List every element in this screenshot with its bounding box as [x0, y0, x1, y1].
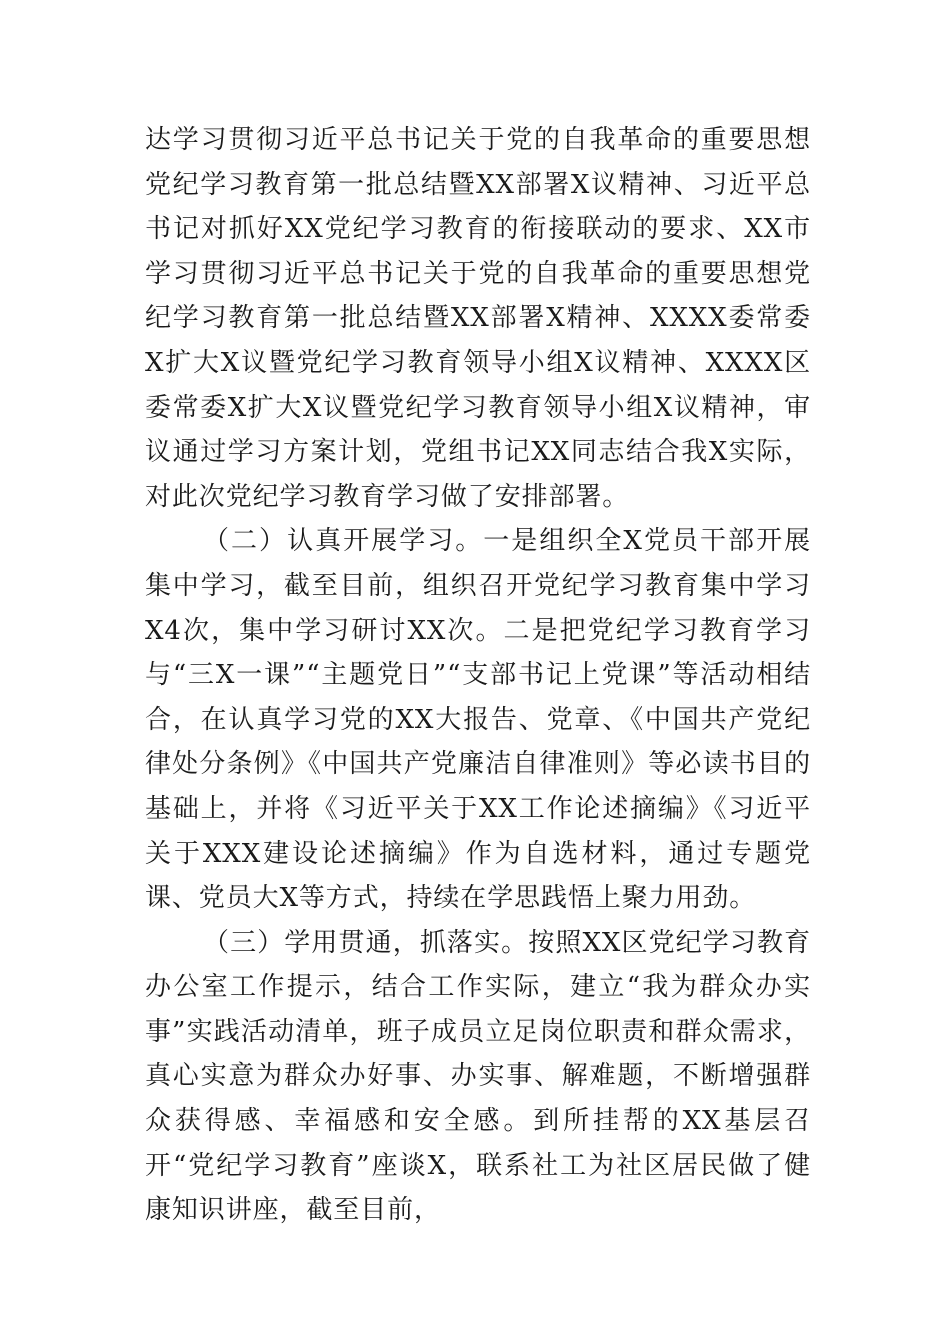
paragraph-review-plan: 达学习贯彻习近平总书记关于党的自我革命的重要思想党纪学习教育第一批总结暨XX部署X议精神、习近平总书记对抓好XX党纪学习教育的衔接联动的要求、XX市学习贯彻习近平总书记关于党的自我革命的重要思想党纪学习教育第一批总结暨XX部署X精神、XXXX委常委X扩大X议暨党纪学习教育领导小组X议精神、XXXX区委常委X扩大X议暨党纪学习教育领导小组X议精神，审议通过学习方案计划，党组书记XX同志结合我X实际，对此次党纪学习教育学习做了安排部署。 — [145, 125, 812, 512]
paragraph-apply-learning: （三）学用贯通，抓落实。按照XX区党纪学习教育办公室工作提示，结合工作实际，建立“我为群众办实事”实践活动清单，班子成员立足岗位职责和群众需求，真心实意为群众办好事、办实事、解难题，不断增强群众获得感、幸福感和安全感。到所挂帮的XX基层召开“党纪学习教育”座谈X，联系社工为社区居民做了健康知识讲座，截至目前， — [145, 927, 811, 1226]
document-body — [145, 118, 811, 1233]
paragraph-conduct-study: （二）认真开展学习。一是组织全X党员干部开展集中学习，截至目前，组织召开党纪学习教育集中学习X4次，集中学习研讨XX次。二是把党纪学习教育学习与“三X一课”“主题党日”“支部书记上党课”等活动相结合，在认真学习党的XX大报告、党章、《中国共产党纪律处分条例》《中国共产党廉洁自律准则》等必读书目的基础上，并将《习近平关于XX工作论述摘编》《习近平关于XXX建设论述摘编》作为自选材料，通过专题党课、党员大X等方式，持续在学思践悟上聚力用劲。 — [145, 526, 811, 914]
